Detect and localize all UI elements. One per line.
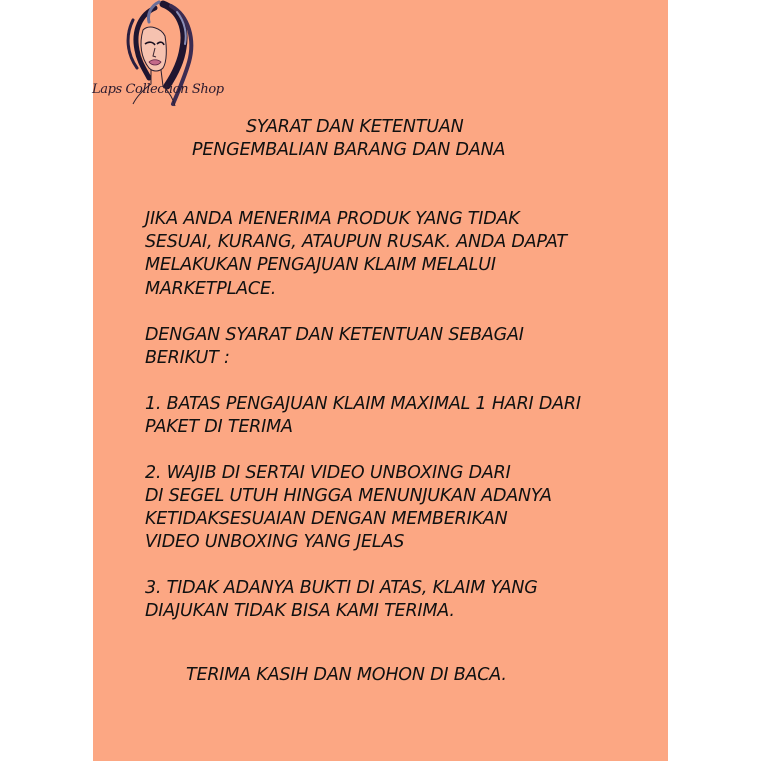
rule-2-line-1: 2. WAJIB DI SERTAI VIDEO UNBOXING DARI bbox=[145, 463, 511, 483]
rule-1-line-2: PAKET DI TERIMA bbox=[145, 417, 293, 437]
intro-line-2: SESUAI, KURANG, ATAUPUN RUSAK. ANDA DAPAT bbox=[145, 232, 567, 252]
rule-2-line-2: DI SEGEL UTUH HINGGA MENUNJUKAN ADANYA bbox=[145, 486, 552, 506]
rule-1-line-1: 1. BATAS PENGAJUAN KLAIM MAXIMAL 1 HARI DARI bbox=[145, 394, 581, 414]
rule-3-line-2: DIAJUKAN TIDAK BISA KAMI TERIMA. bbox=[145, 601, 455, 621]
rule-2-line-3: KETIDAKSESUAIAN DENGAN MEMBERIKAN bbox=[145, 509, 508, 529]
woman-face-illustration-icon bbox=[93, 0, 228, 120]
intro-line-3: MELAKUKAN PENGAJUAN KLAIM MELALUI bbox=[145, 255, 496, 275]
title-line-2: PENGEMBALIAN BARANG DAN DANA bbox=[192, 140, 506, 160]
conditions-intro-line-1: DENGAN SYARAT DAN KETENTUAN SEBAGAI bbox=[145, 325, 524, 345]
conditions-intro-line-2: BERIKUT : bbox=[145, 348, 230, 368]
intro-line-4: MARKETPLACE. bbox=[145, 279, 277, 299]
title-line-1: SYARAT DAN KETENTUAN bbox=[246, 117, 464, 137]
intro-line-1: JIKA ANDA MENERIMA PRODUK YANG TIDAK bbox=[145, 209, 520, 229]
shop-logo-text: Laps Collection Shop bbox=[92, 82, 224, 97]
rule-3-line-1: 3. TIDAK ADANYA BUKTI DI ATAS, KLAIM YANG bbox=[145, 578, 538, 598]
closing-text: TERIMA KASIH DAN MOHON DI BACA. bbox=[186, 665, 507, 685]
rule-2-line-4: VIDEO UNBOXING YANG JELAS bbox=[145, 532, 405, 552]
